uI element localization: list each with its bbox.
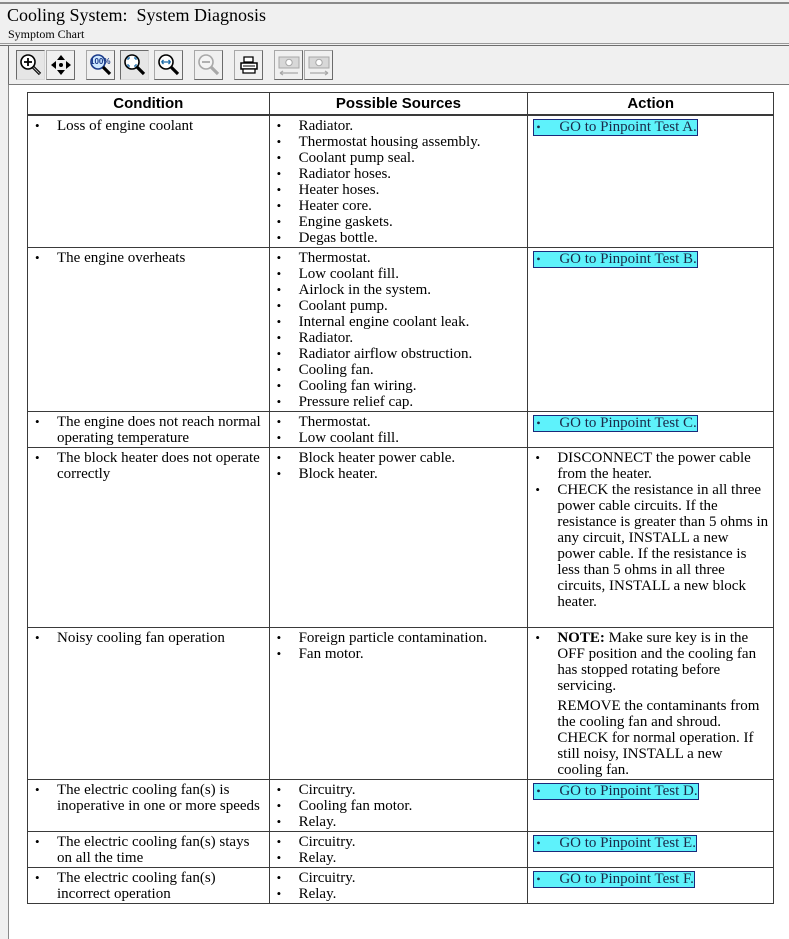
- table-header-row: [28, 93, 774, 116]
- source-item: • Heater core.: [275, 198, 524, 214]
- action-cell: [528, 832, 774, 868]
- condition-text: • The electric cooling fan(s) stays on all the time: [33, 834, 265, 866]
- pinpoint-test-e-link[interactable]: [533, 835, 697, 852]
- source-item: • Heater hoses.: [275, 182, 524, 198]
- zoom-out-button[interactable]: [194, 50, 223, 80]
- link-text[interactable]: GO to Pinpoint Test E.: [559, 835, 696, 851]
- condition-text: • The engine overheats: [33, 250, 265, 266]
- source-item: • Relay.: [275, 814, 524, 830]
- source-item: • Radiator.: [275, 118, 524, 134]
- source-item: • Foreign particle contamination.: [275, 630, 524, 646]
- window-top-border: [0, 2, 789, 4]
- bullet-icon: •: [536, 252, 541, 266]
- source-item: • Relay.: [275, 850, 524, 866]
- zoom-width-icon: [157, 53, 181, 77]
- column-header-action: Action: [528, 93, 774, 116]
- symptom-chart-table: [27, 92, 774, 904]
- source-item: • Cooling fan wiring.: [275, 378, 524, 394]
- pinpoint-test-c-link[interactable]: [533, 415, 697, 432]
- zoom-100-button[interactable]: [86, 50, 115, 80]
- table-row: [28, 248, 774, 412]
- table-row: [28, 448, 774, 628]
- pan-button[interactable]: [46, 50, 75, 80]
- source-item: • Cooling fan motor.: [275, 798, 524, 814]
- sources-cell: [269, 868, 528, 904]
- source-item: • Internal engine coolant leak.: [275, 314, 524, 330]
- zoom-out-icon: [197, 53, 221, 77]
- pinpoint-test-f-link[interactable]: [533, 871, 695, 888]
- link-text[interactable]: GO to Pinpoint Test D.: [559, 783, 698, 799]
- table-row: [28, 868, 774, 904]
- previous-graphic-button[interactable]: [274, 50, 303, 80]
- zoom-fit-button[interactable]: [120, 50, 149, 80]
- condition-cell: [28, 115, 270, 248]
- condition-cell: [28, 412, 270, 448]
- sources-cell: [269, 448, 528, 628]
- source-item: • Circuitry.: [275, 870, 524, 886]
- pinpoint-test-b-link[interactable]: [533, 251, 697, 268]
- sources-cell: [269, 832, 528, 868]
- source-item: • Coolant pump.: [275, 298, 524, 314]
- bullet-icon: •: [536, 872, 541, 886]
- zoom-in-icon: [19, 53, 43, 77]
- condition-cell: [28, 832, 270, 868]
- zoom-100-icon: [89, 53, 113, 77]
- source-item: • Radiator hoses.: [275, 166, 524, 182]
- pan-arrows-icon: [49, 53, 73, 77]
- svg-text:100%: 100%: [89, 57, 110, 66]
- source-item: • Low coolant fill.: [275, 266, 524, 282]
- link-text[interactable]: GO to Pinpoint Test B.: [559, 251, 697, 267]
- table-row: [28, 412, 774, 448]
- source-item: • Block heater power cable.: [275, 450, 524, 466]
- link-text[interactable]: GO to Pinpoint Test A.: [559, 119, 697, 135]
- camera-forward-icon: [307, 53, 331, 77]
- action-cell: [528, 448, 774, 628]
- source-item: • Thermostat housing assembly.: [275, 134, 524, 150]
- action-cell: [528, 780, 774, 832]
- toolbar-divider: [0, 43, 789, 44]
- source-item: • Radiator airflow obstruction.: [275, 346, 524, 362]
- graphic-toolbar: [8, 46, 789, 84]
- zoom-fit-icon: [123, 53, 147, 77]
- column-header-condition: Condition: [28, 93, 270, 116]
- note-text: Make sure key is in the OFF position and the cooling fan has stopped rotating before servicing.: [557, 630, 757, 694]
- source-item: • Radiator.: [275, 330, 524, 346]
- page-subtitle: Symptom Chart: [8, 27, 85, 41]
- source-item: • Relay.: [275, 886, 524, 902]
- source-item: • Fan motor.: [275, 646, 524, 662]
- column-header-possible-sources: Possible Sources: [269, 93, 528, 116]
- page-title: Cooling System: System Diagnosis: [7, 5, 267, 25]
- link-text[interactable]: GO to Pinpoint Test C.: [559, 415, 697, 431]
- source-item: • Low coolant fill.: [275, 430, 524, 446]
- sources-cell: [269, 248, 528, 412]
- bullet-icon: •: [536, 784, 541, 798]
- condition-text: • The electric cooling fan(s) incorrect operation: [33, 870, 265, 902]
- bullet-icon: •: [536, 836, 541, 850]
- source-item: • Engine gaskets.: [275, 214, 524, 230]
- next-graphic-button[interactable]: [304, 50, 333, 80]
- condition-cell: [28, 448, 270, 628]
- note: [533, 630, 769, 694]
- action-paragraph: REMOVE the contaminants from the cooling fan and shroud. CHECK for normal operation. If still noisy, INSTALL a new cooling fan.: [557, 698, 760, 778]
- note-label: NOTE:: [557, 630, 605, 646]
- zoom-in-button[interactable]: [16, 50, 45, 80]
- action-step: • CHECK the resistance in all three power cable circuits. If the resistance is greater than 5 ohms in any circuit, INSTALL a new power cable. If the resistance is less than 5 ohms in all three circuits, INSTALL a new block heater.: [533, 482, 769, 610]
- sources-cell: [269, 780, 528, 832]
- action-cell: [528, 412, 774, 448]
- sources-cell: [269, 115, 528, 248]
- print-button[interactable]: [234, 50, 263, 80]
- printer-icon: [238, 54, 260, 76]
- condition-text: • The block heater does not operate correctly: [33, 450, 265, 482]
- condition-cell: [28, 248, 270, 412]
- source-item: • Degas bottle.: [275, 230, 524, 246]
- condition-cell: [28, 868, 270, 904]
- sources-cell: [269, 628, 528, 780]
- bullet-icon: •: [536, 416, 541, 430]
- pinpoint-test-a-link[interactable]: [533, 119, 697, 136]
- action-cell: [528, 115, 774, 248]
- camera-back-icon: [277, 53, 301, 77]
- table-row: [28, 628, 774, 780]
- condition-text: • The engine does not reach normal operating temperature: [33, 414, 265, 446]
- document-view[interactable]: [9, 85, 789, 939]
- source-item: • Thermostat.: [275, 250, 524, 266]
- source-item: • Circuitry.: [275, 782, 524, 798]
- source-item: • Airlock in the system.: [275, 282, 524, 298]
- table-row: [28, 780, 774, 832]
- action-cell: [528, 628, 774, 780]
- source-item: • Circuitry.: [275, 834, 524, 850]
- condition-text: • Noisy cooling fan operation: [33, 630, 265, 646]
- source-item: • Pressure relief cap.: [275, 394, 524, 410]
- condition-cell: [28, 628, 270, 780]
- source-item: • Cooling fan.: [275, 362, 524, 378]
- source-item: • Block heater.: [275, 466, 524, 482]
- condition-cell: [28, 780, 270, 832]
- zoom-fit-width-button[interactable]: [154, 50, 183, 80]
- sources-cell: [269, 412, 528, 448]
- table-row: [28, 832, 774, 868]
- action-cell: [528, 248, 774, 412]
- condition-text: • The electric cooling fan(s) is inoperative in one or more speeds: [33, 782, 265, 814]
- link-text[interactable]: GO to Pinpoint Test F.: [559, 871, 694, 887]
- source-item: • Coolant pump seal.: [275, 150, 524, 166]
- condition-text: • Loss of engine coolant: [33, 118, 265, 134]
- table-row: [28, 115, 774, 248]
- action-step: • DISCONNECT the power cable from the heater.: [533, 450, 769, 482]
- action-cell: [528, 868, 774, 904]
- bullet-icon: •: [536, 120, 541, 134]
- pinpoint-test-d-link[interactable]: [533, 783, 698, 800]
- source-item: • Thermostat.: [275, 414, 524, 430]
